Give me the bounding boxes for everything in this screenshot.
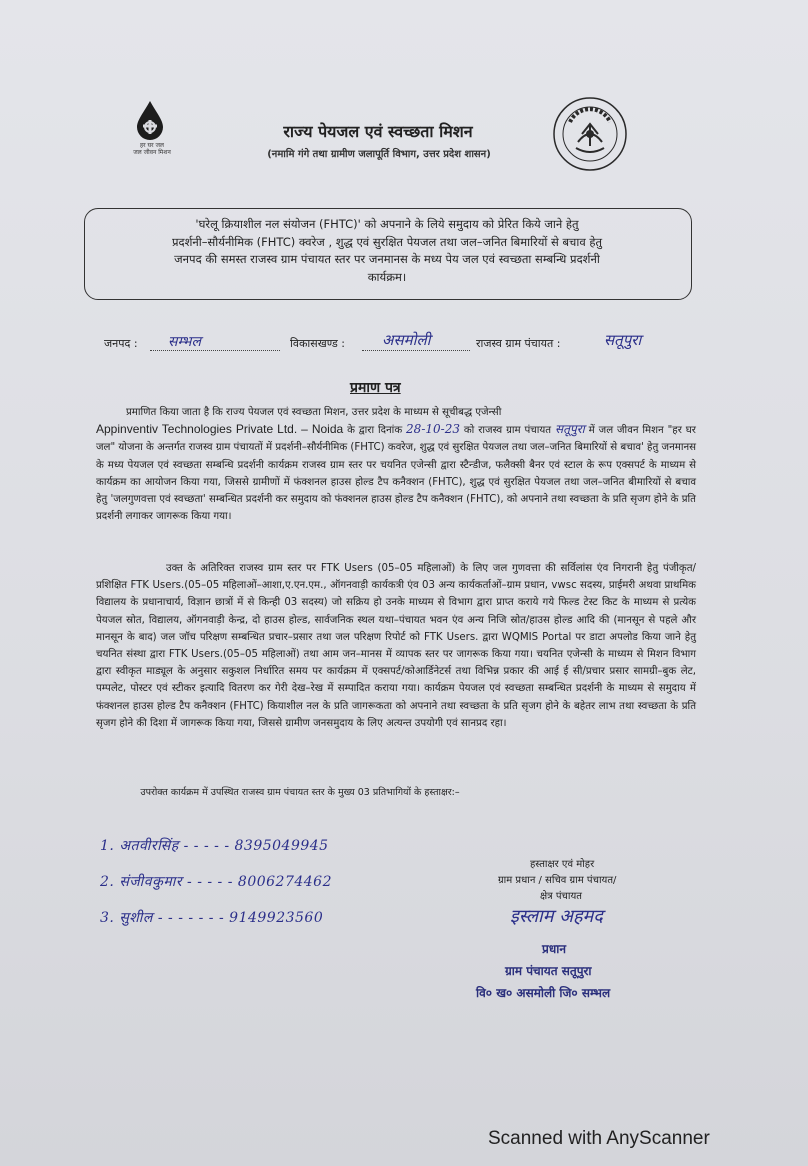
har-ghar-jal-logo xyxy=(128,100,180,168)
logo-caption-line-2: जल जीवन मिशन xyxy=(133,149,171,156)
stamp-line-1: प्रधान xyxy=(542,942,566,956)
block-value: असमोली xyxy=(382,331,431,349)
subject-line-1: 'घरेलू क्रियाशील नल संयोजन (FHTC)' को अपनाने के लिये समुदाय को प्रेरित किये जाने हेतु xyxy=(195,217,579,231)
participant-1: 1. अतवीरसिंह - - - - - 8395049945 xyxy=(100,838,329,854)
authority-label-1: हस्ताक्षर एवं मोहर xyxy=(530,859,595,870)
logo-caption xyxy=(120,142,184,156)
subject-line-4: कार्यक्रम। xyxy=(367,269,407,284)
subject-line-2: प्रदर्शनी–सौर्यनीमिक (FHTC) क्वरेज , शुद्ध एवं सुरक्षित पेयजल तथा जल–जनित बिमारियों से बचाव हेतु xyxy=(171,234,603,249)
logo-caption-line-1: हर घर जल xyxy=(140,142,164,149)
participant-1-signature: अतवीरसिंह xyxy=(119,838,179,854)
page-title: राज्य पेयजल एवं स्वच्छता मिशन xyxy=(283,122,473,141)
authority-label-2: ग्राम प्रधान / सचिव ग्राम पंचायत/ xyxy=(498,875,617,886)
water-drop-logo-icon xyxy=(134,100,166,140)
stamp-line-3: वि० ख० असमोली जि० सम्भल xyxy=(476,986,611,1000)
para1-gp-value: सतूपुरा xyxy=(554,422,585,437)
participant-3: 3. सुशील - - - - - - - 9149923560 xyxy=(100,910,324,926)
page-subtitle: (नमामि गंगे तथा ग्रामीण जलापूर्ति विभाग, उत्तर प्रदेश शासन) xyxy=(267,149,491,160)
para1-after-company: के द्वारा दिनांक xyxy=(347,425,403,437)
participants-note: उपरोक्त कार्यक्रम में उपस्थित राजस्व ग्राम पंचायत स्तर के मुख्य 03 प्रतिभागियों के हस्ताक्षर:– xyxy=(140,787,460,798)
block-underline xyxy=(362,350,470,351)
gp-label: राजस्व ग्राम पंचायत : xyxy=(476,337,561,350)
subject-line-3: जनपद की समस्त राजस्व ग्राम पंचायत स्तर पर जनमानस के मध्य पेय जल एवं स्वच्छता सम्बन्धि प्रदर्शनी xyxy=(174,252,600,266)
agency-name: Appinventiv Technologies Private Ltd. – Noida xyxy=(96,422,344,437)
participant-2-phone: 8006274462 xyxy=(237,874,332,890)
participant-3-num: 3. xyxy=(100,910,115,926)
participant-1-num: 1. xyxy=(100,838,115,854)
stamp-line-2: ग्राम पंचायत सतूपुरा xyxy=(505,964,592,978)
participant-1-phone: 8395049945 xyxy=(234,838,329,854)
certificate-paragraph-2: उक्त के अतिरिक्त राजस्व ग्राम स्तर पर FTK Users (05–05 महिलाओं) के लिए जल गुणवत्ता की सर्विलांस एंव निगरानी हेतु पंजीकृत/प्रशिक्षित FTK Users.(05–05 महिलाओं–आशा,ए.एन.एम., ऑगनवाड़ी कार्यकत्री एंव 03 अन्य कार्यकर्ताओं–ग्राम प्रधान, vwsc सदस्य, प्राईमरी अथवा प्राथमिक विद्यालय के प्रधानाचार्य, विज्ञान छात्रों में से किन्ही 03 सदस्य) जो सक्रिय हो उनके माध्यम से विभाग द्वारा प्राप्त कराये गये फिल्ड टेस्ट किट के माध्यम से प्रत्येक पेयजल स्रोत, विद्यालय, ऑगनवाड़ी केन्द्र, दो हाउस होल्ड, सार्वजनिक स्थल यथा–पंचायत भवन एंव अन्य निजि स्रोत/हाउस होल्ड आदि की (मानसून से पहले और मानसून के बाद) जल जॉच परिक्षण सम्बन्धित प्रचार–प्रसार तथा जल परिक्षण रिपोर्ट को FTK Users. द्वारा WQMIS Portal पर डाटा अपलोड किया जाने हेतु चयनित संस्था द्वारा FTK Users.(05–05 महिलाओं) तथा आम जन–मानस में व्यापक स्तर पर जागरूक किया गया। चयनित एजेन्सी के माध्यम से मिशन विभाग द्वारा स्वीकृत माड्यूल के अनुसार सकुशल निर्धारित समय पर कार्यक्रम में एक्सपर्ट/कोआर्डिनेटर्स तथा विभिन्न प्रकार की आई ई सी/प्रचार प्रसार सामग्री–बुक लेट, पम्पलेट, पोस्टर एवं स्टीकर इत्यादि वितरण कर गेरी देख–रेख में सम्पादित कराया गया। कार्यक्रम पेयजल एवं स्वच्छता सम्बन्धित प्रदर्शनी के माध्यम से समुदाय में फंक्शनल हाउस होल्ड टैप कनैक्शन (FHTC) कियाशील नल के प्रति जागरूकता को अपनाने तथा स्वच्छता के प्रति सृजग होने के बहेतर लाभ तथा स्वच्छता के प्रति सृजग होने की दिशा में जागरूक किया गया, जिससे ग्रामीण जनसमुदाय के लिए अत्यन्त उपयोगी एवं सानप्रद रहा। xyxy=(96,563,696,729)
gp-value: सतूपुरा xyxy=(604,331,642,349)
district-label: जनपद : xyxy=(104,337,138,350)
uttar-pradesh-seal-icon xyxy=(552,96,628,172)
certificate-paragraph-1 xyxy=(96,404,696,525)
certificate-title: प्रमाण पत्र xyxy=(350,380,401,396)
participant-3-signature: सुशील xyxy=(119,910,153,926)
authority-signature: इस्लाम अहमद xyxy=(510,906,603,927)
block-label: विकासखण्ड : xyxy=(290,337,346,350)
participant-3-phone: 9149923560 xyxy=(229,910,324,926)
scanner-watermark: Scanned with AnyScanner xyxy=(488,1128,710,1149)
district-value: सम्भल xyxy=(168,334,201,350)
participant-2-num: 2. xyxy=(100,874,115,890)
subject-text xyxy=(96,216,678,286)
para1-rest: में जल जीवन मिशन "हर घर जल" योजना के अन्तर्गत राजस्व ग्राम पंचायतों में प्रदर्शनी–सौर्यनीमिक (FHTC) कवरेज, शुद्ध एवं सुरक्षित पेयजल तथा जल–जनित बिमारियों से बचाव' हेतु जनमानस के मध्य पेयजल एवं स्वच्छता सम्बन्धि प्रदर्शनी कार्यक्रम राजस्व ग्राम स्तर पर चयनित एजेन्सी द्वारा स्टैन्डीज, फलैक्सी बैनर एवं स्टाल के रूप एक्सपर्ट के माध्यम से कार्यक्रम का आयोजन किया गया, जिससे ग्रामीणों में फंक्शनल हाउस होल्ड टैप कनैक्शन (FHTC), शुद्ध एवं सुरक्षित पेयजल तथा जल–जनित बीमारियों से बचाव हेतु 'जलगुणवत्ता एवं स्वच्छता' सम्बन्धित प्रदर्शनी कर समुदाय को फंक्शनल हाउस होल्ड टैप कनैक्शन (FHTC), को अपनाने तथा स्वच्छता के प्रति सृजग होने के प्रति प्रदर्शनी लगाकर जागरूक किया गया। xyxy=(96,425,696,523)
authority-label-3: क्षेत्र पंचायत xyxy=(540,891,582,902)
para1-after-date: को राजस्व ग्राम पंचायत xyxy=(463,425,552,437)
para1-line1: प्रमाणित किया जाता है कि राज्य पेयजल एवं स्वच्छता मिशन, उत्तर प्रदेश के माध्यम से सूचीबद्ध एजेन्सी xyxy=(126,407,502,418)
event-date: 28-10-23 xyxy=(406,422,460,437)
district-underline xyxy=(150,350,280,351)
participant-2-signature: संजीवकुमार xyxy=(119,874,183,890)
participant-2: 2. संजीवकुमार - - - - - 8006274462 xyxy=(100,874,332,890)
